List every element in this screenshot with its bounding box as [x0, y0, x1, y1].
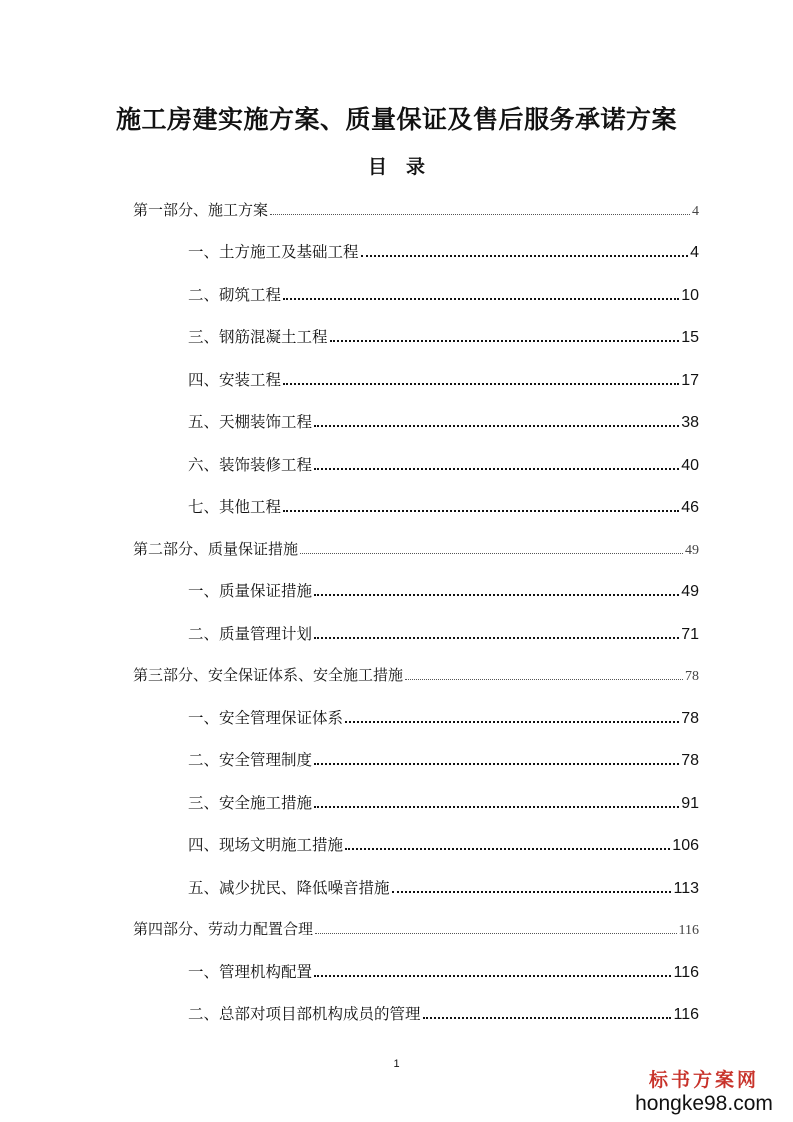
toc-entry-section[interactable] [188, 1001, 699, 1027]
toc-entry-label: 五、减少扰民、降低噪音措施 [188, 879, 390, 897]
toc-entry-section[interactable] [188, 747, 699, 773]
dot-leader [314, 586, 679, 596]
toc-entry-page: 113 [673, 880, 699, 897]
dot-leader [314, 460, 679, 470]
toc-entry-page: 116 [673, 964, 699, 981]
dot-leader [345, 713, 679, 723]
dot-leader [314, 967, 671, 977]
toc-entry-page: 49 [685, 543, 699, 558]
toc-entry-section[interactable] [188, 239, 699, 265]
toc-entry-label: 一、土方施工及基础工程 [188, 243, 359, 261]
toc-entry-page: 38 [681, 414, 699, 431]
dot-leader [314, 417, 679, 427]
toc-entry-label: 二、总部对项目部机构成员的管理 [188, 1005, 421, 1023]
toc-entry-page: 116 [673, 1006, 699, 1023]
dot-leader [314, 755, 679, 765]
toc-entry-part-3[interactable] [133, 662, 699, 688]
toc-entry-section[interactable] [188, 494, 699, 520]
watermark-url: hongke98.com [635, 1092, 773, 1115]
toc-entry-label: 二、安全管理制度 [188, 751, 313, 769]
toc-entry-page: 78 [681, 710, 699, 727]
dot-leader [283, 375, 679, 385]
toc-entry-label: 第二部分、质量保证措施 [133, 540, 299, 558]
toc-entry-label: 七、其他工程 [188, 498, 282, 516]
toc-entry-section[interactable] [188, 578, 699, 604]
toc-entry-label: 四、现场文明施工措施 [188, 836, 344, 854]
toc-entry-label: 一、管理机构配置 [188, 963, 313, 981]
dot-leader [270, 206, 690, 215]
toc-entry-section[interactable] [188, 832, 699, 858]
site-watermark [629, 1068, 779, 1116]
toc-entry-section[interactable] [188, 409, 699, 435]
toc-entry-page: 116 [678, 923, 699, 938]
toc-entry-label: 三、钢筋混凝土工程 [188, 328, 328, 346]
toc-entry-part-4[interactable] [133, 916, 699, 942]
toc-entry-part-1[interactable] [133, 197, 699, 223]
toc-entry-label: 四、安装工程 [188, 371, 282, 389]
watermark-site-name: 标书方案网 [648, 1069, 759, 1091]
toc-entry-section[interactable] [188, 367, 699, 393]
toc-entry-part-2[interactable] [133, 536, 699, 562]
toc-entry-page: 71 [681, 626, 699, 643]
toc-entry-label: 第一部分、施工方案 [133, 201, 269, 219]
toc-entry-section[interactable] [188, 621, 699, 647]
dot-leader [345, 840, 670, 850]
dot-leader [283, 290, 679, 300]
dot-leader [283, 502, 679, 512]
toc-entry-page: 91 [681, 795, 699, 812]
toc-entry-label: 第四部分、劳动力配置合理 [133, 920, 314, 938]
toc-entry-section[interactable] [188, 959, 699, 985]
toc-entry-page: 106 [672, 837, 699, 854]
toc-entry-page: 46 [681, 499, 699, 516]
toc-entry-label: 五、天棚装饰工程 [188, 413, 313, 431]
toc-entry-section[interactable] [188, 452, 699, 478]
dot-leader [314, 629, 679, 639]
toc-entry-page: 4 [692, 204, 699, 219]
toc-entry-page: 78 [685, 669, 699, 684]
toc-heading: 目 录 [367, 156, 425, 178]
dot-leader [423, 1009, 672, 1019]
toc-entry-label: 一、质量保证措施 [188, 582, 313, 600]
page-number: 1 [393, 1058, 400, 1070]
toc-entry-page: 4 [690, 244, 699, 261]
toc-entry-label: 二、质量管理计划 [188, 625, 313, 643]
dot-leader [300, 545, 683, 554]
toc-entry-label: 第三部分、安全保证体系、安全施工措施 [133, 666, 404, 684]
toc-entry-label: 三、安全施工措施 [188, 794, 313, 812]
dot-leader [314, 798, 679, 808]
toc-entry-section[interactable] [188, 324, 699, 350]
dot-leader [392, 883, 672, 893]
toc-entry-page: 49 [681, 583, 699, 600]
dot-leader [315, 925, 677, 934]
toc-entry-page: 10 [681, 287, 699, 304]
toc-entry-section[interactable] [188, 705, 699, 731]
toc-entry-section[interactable] [188, 790, 699, 816]
toc-entry-section[interactable] [188, 282, 699, 308]
toc-entry-section[interactable] [188, 875, 699, 901]
document-title: 施工房建实施方案、质量保证及售后服务承诺方案 [115, 105, 677, 134]
dot-leader [361, 247, 689, 257]
toc-entry-label: 二、砌筑工程 [188, 286, 282, 304]
dot-leader [330, 332, 680, 342]
dot-leader [405, 671, 683, 680]
toc-entry-page: 78 [681, 752, 699, 769]
toc-entry-page: 17 [681, 372, 699, 389]
toc-entry-page: 40 [681, 457, 699, 474]
toc-entry-page: 15 [681, 329, 699, 346]
toc-entry-label: 六、装饰装修工程 [188, 456, 313, 474]
toc-entry-label: 一、安全管理保证体系 [188, 709, 344, 727]
